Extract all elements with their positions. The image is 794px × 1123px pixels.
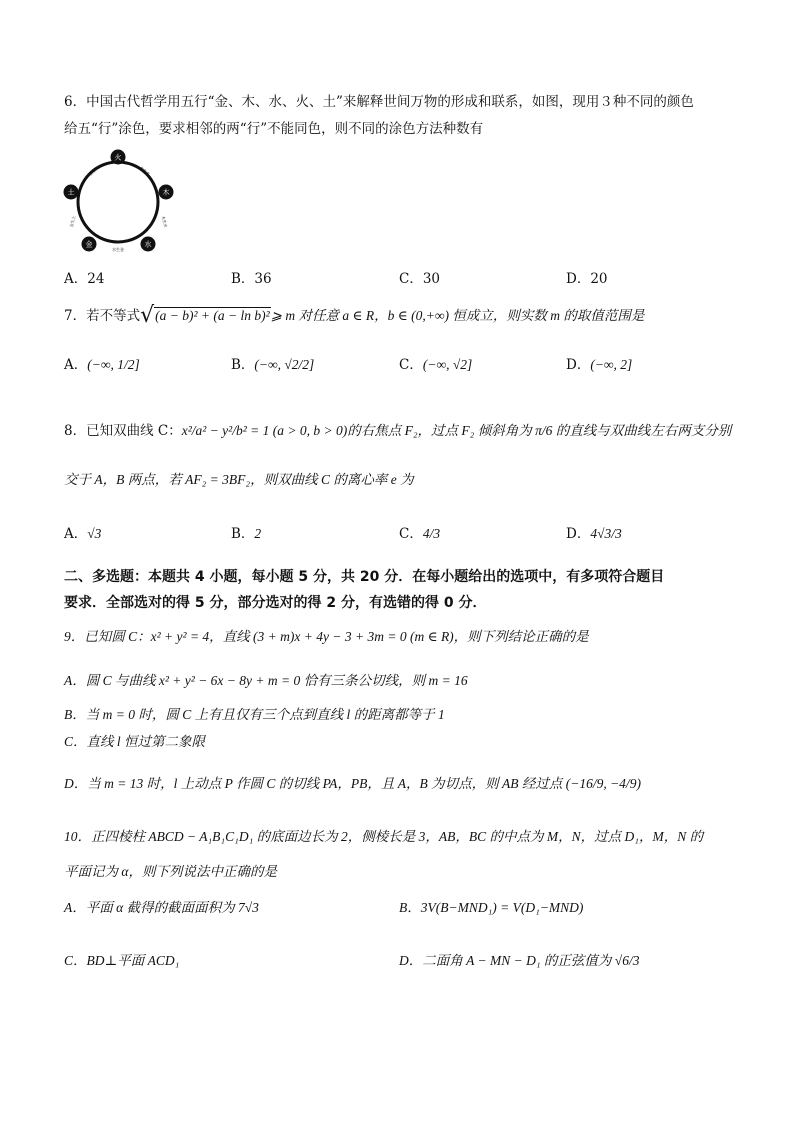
q7-stem: 7．若不等式√(a − b)² + (a − ln b)²⩾ m 对任意 a ∈ R，b ∈ (0,+∞) 恒成立，则实数 m 的取值范围是 <box>64 303 645 328</box>
q6-stem-line1: 6．中国古代哲学用五行“金、木、水、火、土”来解释世间万物的形成和联系，如图，现用３种不同的颜色 <box>64 94 694 110</box>
q10-option-b: B．3V(B−MND₁) = V(D₁−MND) <box>399 900 584 915</box>
q6-option-a: A．24 <box>64 271 105 287</box>
node-wood-label: 木 <box>162 188 170 197</box>
node-fire-label: 火 <box>114 153 122 162</box>
q7-option-c: C．(−∞, √2] <box>399 357 473 373</box>
arc-label-wood-water: 木生水 <box>160 215 169 229</box>
node-earth-label: 土 <box>67 188 75 197</box>
q8-option-a: A．√3 <box>64 526 102 542</box>
q8-mid: 的右焦点 F₂，过点 F₂ 倾斜角为 π/6 的直线与双曲线左右两支分别 <box>347 423 732 438</box>
wuxing-figure <box>62 148 174 256</box>
q7-prefix: 7．若不等式 <box>64 308 141 324</box>
q10-option-a: A．平面 α 截得的截面面积为 7√3 <box>64 900 259 915</box>
q8-equation: x²/a² − y²/b² = 1 (a > 0, b > 0) <box>181 423 348 438</box>
q9-option-a: A．圆 C 与曲线 x² + y² − 6x − 8y + m = 0 恰有三条公切线，则 m = 16 <box>64 673 468 688</box>
section2-heading-line2: 要求．全部选对的得 5 分，部分选对的得 2 分，有选错的得 0 分． <box>64 595 487 611</box>
q7-option-b: B．(−∞, √2/2] <box>231 357 315 373</box>
q8-stem-line1 <box>64 414 731 448</box>
q6-option-d: D．20 <box>566 271 608 287</box>
q9-option-d: D．当 m = 13 时，l 上动点 P 作圆 C 的切线 PA，PB，且 A，B 为切点，则 AB 经过点 (−16/9, −4/9) <box>64 776 641 791</box>
q8-stem-line2: 交于 A，B 两点，若 AF₂ = 3BF₂，则双曲线 C 的离心率 e 为 <box>64 472 414 487</box>
q10-stem-line2: 平面记为 α，则下列说法中正确的是 <box>64 864 277 879</box>
q8-prefix: 8．已知双曲线 C： <box>64 423 182 439</box>
arc-label-fire-wood: 火生木 <box>138 165 152 177</box>
q6-stem-line2: 给五“行”涂色，要求相邻的两“行”不能同色，则不同的涂色方法种数有 <box>64 121 484 137</box>
q9-stem: 9．已知圆 C：x² + y² = 4，直线 (3 + m)x + 4y − 3 + 3m = 0 (m ∈ R)，则下列结论正确的是 <box>64 629 589 644</box>
q8-option-c: C．4/3 <box>399 526 441 542</box>
q8-option-d: D．4√3/3 <box>566 526 622 542</box>
node-water-label: 水 <box>144 240 152 249</box>
section2-heading-line1: 二、多选题：本题共 4 小题，每小题 5 分，共 20 分．在每小题给出的选项中，有多项符合题目 <box>64 569 665 585</box>
arc-label-water-metal: 水生金 <box>112 247 124 252</box>
arc-label-earth-fire: 土生火 <box>87 165 101 177</box>
q7-option-a: A．(−∞, 1/2] <box>64 357 140 373</box>
q6-option-b: B．36 <box>231 271 272 287</box>
q7-mid: ⩾ m 对任意 a ∈ R，b ∈ (0,+∞) 恒成立，则实数 m 的取值范围是 <box>270 308 645 323</box>
q10-option-d: D．二面角 A − MN − D₁ 的正弦值为 √6/3 <box>399 953 640 968</box>
q7-expr: (a − b)² + (a − ln b)² <box>155 308 270 323</box>
node-metal-label: 金 <box>85 240 93 249</box>
q9-option-b: B．当 m = 0 时，圆 C 上有且仅有三个点到直线 l 的距离都等于 1 <box>64 707 445 722</box>
q10-stem-line1: 10．正四棱柱 ABCD − A₁B₁C₁D₁ 的底面边长为 2，侧棱长是 3，AB，BC 的中点为 M，N，过点 D₁，M，N 的 <box>64 829 704 844</box>
q8-option-b: B．2 <box>231 526 262 542</box>
q10-option-c: C．BD⊥平面 ACD₁ <box>64 953 180 968</box>
q9-option-c: C．直线 l 恒过第二象限 <box>64 734 206 749</box>
q7-option-d: D．(−∞, 2] <box>566 357 633 373</box>
arc-label-metal-earth: 金生土 <box>68 215 77 229</box>
q6-option-c: C．30 <box>399 271 441 287</box>
